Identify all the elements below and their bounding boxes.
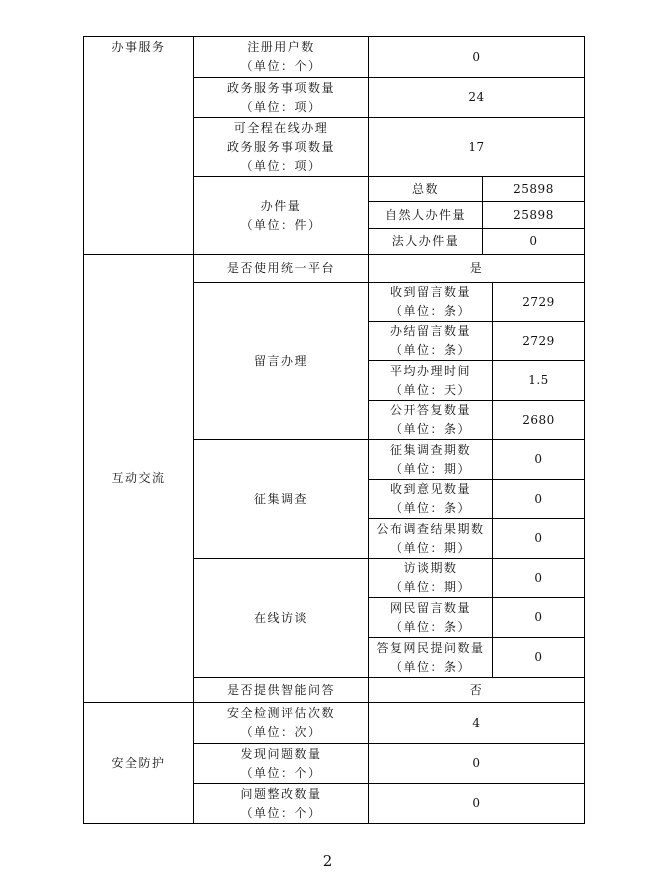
unit-line: （单位：个） [240,805,322,820]
unit-line: （单位：个） [240,59,322,73]
interview-label [194,559,368,677]
label-line: 公开答复数量 [389,403,471,417]
label-line: 政务服务事项数量 [226,80,335,95]
label-line: 收到意见数量 [389,482,471,496]
unit-line: （单位：条） [389,422,471,436]
label-text: 自然人办件量 [384,207,466,222]
survey-results-label [369,519,492,558]
value-text: 25898 [513,207,554,222]
messages-public-replies-value [493,401,584,439]
label-text: 法人办件量 [391,234,460,248]
unit-line: （单位：天） [389,382,471,397]
survey-label [194,440,368,558]
value-text: 0 [534,531,543,545]
assessments-label [194,703,368,743]
label-line: 公布调查结果期数 [376,521,485,536]
messages-received-value [493,283,584,321]
value-text: 0 [472,756,481,770]
cases-total-label [369,177,482,201]
label-line: 问题整改数量 [240,786,322,801]
survey-opinions-label [369,480,492,518]
label-line: 办结留言数量 [389,324,471,338]
online-items-label [194,118,368,176]
value-text: 是 [469,261,484,275]
section-security-text: 安全防护 [111,755,166,770]
cases-label [194,177,368,254]
value-text: 0 [534,570,543,585]
interview-netizen-msgs-label [369,598,492,637]
smart-qa-value [369,678,584,702]
label-line: 注册用户数 [247,40,315,54]
unit-line: （单位：条） [389,501,471,515]
label-line: 征集调查期数 [389,442,471,457]
value-text: 0 [534,452,543,466]
value-text: 17 [468,139,485,154]
registered-users-value [369,37,584,77]
table-border-right [584,36,585,824]
label-text: 是否使用统一平台 [226,261,335,275]
label-line: 政务服务事项数量 [226,139,335,154]
survey-periods-label [369,440,492,479]
cases-legal-label [369,229,482,254]
interview-answered-label [369,638,492,677]
survey-results-value [493,519,584,558]
smart-qa-label [194,678,368,702]
messages-public-replies-label [369,401,492,439]
value-text: 1.5 [528,373,549,387]
section-service-label [84,37,193,57]
value-text: 0 [534,650,543,664]
label-line: 办件量 [260,198,302,213]
value-text: 2680 [522,412,555,427]
survey-periods-value [493,440,584,479]
label-line: 网民留言数量 [389,600,471,615]
survey-opinions-value [493,480,584,518]
label-text: 留言办理 [253,353,308,368]
unit-line: （单位：条） [389,619,471,634]
registered-users-label [194,37,368,77]
value-text: 2729 [522,333,555,348]
issues-fixed-value [369,784,584,823]
value-text: 25898 [513,181,554,196]
value-text: 0 [529,234,538,248]
messages-completed-value [493,322,584,360]
interview-periods-value [493,559,584,597]
cases-natural-value [483,202,584,228]
unit-line: （单位：期） [389,580,471,594]
unit-line: （单位：项） [240,158,322,173]
online-items-value [369,118,584,176]
assessments-value [369,703,584,743]
messages-completed-label [369,322,492,360]
label-text: 征集调查 [253,491,308,506]
value-text: 4 [472,715,481,730]
label-line: 访谈期数 [403,561,458,575]
section-security-label [84,703,193,823]
label-text: 总数 [411,181,439,196]
unit-line: （单位：件） [240,217,322,232]
value-text: 0 [472,49,481,64]
page-number: 2 [322,852,333,870]
unit-line: （单位：条） [389,304,471,318]
unit-line: （单位：期） [389,461,471,476]
label-line: 答复网民提问数量 [376,640,485,655]
interview-answered-value [493,638,584,677]
messages-received-label [369,283,492,321]
unit-line: （单位：个） [240,765,322,780]
value-text: 2729 [522,294,555,309]
issues-found-value [369,744,584,783]
unified-platform-label [194,255,368,282]
unified-platform-value [369,255,584,282]
messages-label [194,283,368,439]
label-text: 是否提供智能问答 [226,682,335,697]
messages-avg-time-value [493,361,584,400]
unit-line: （单位：次） [240,725,322,739]
unit-line: （单位：条） [389,343,471,357]
table-border-bottom [83,823,585,824]
value-text: 24 [468,90,485,104]
service-items-value [369,78,584,117]
interview-netizen-msgs-value [493,598,584,637]
section-interaction-label [84,255,193,702]
interview-periods-label [369,559,492,597]
cases-legal-value [483,229,584,254]
section-interaction-text: 互动交流 [111,471,166,485]
label-line: 可全程在线办理 [233,120,329,135]
section-service-text: 办事服务 [111,39,166,54]
issues-found-label [194,744,368,783]
unit-line: （单位：项） [240,99,322,114]
label-line: 安全检测评估次数 [226,706,335,720]
value-text: 否 [469,682,484,697]
unit-line: （单位：期） [389,540,471,555]
label-line: 发现问题数量 [240,746,322,761]
value-text: 0 [534,610,543,624]
cases-natural-label [369,202,482,228]
label-text: 在线访谈 [253,610,308,625]
messages-avg-time-label [369,361,492,400]
label-line: 平均办理时间 [389,363,471,378]
cases-total-value [483,177,584,201]
value-text: 0 [534,491,543,506]
label-line: 收到留言数量 [389,285,471,299]
unit-line: （单位：条） [389,659,471,674]
value-text: 0 [472,796,481,810]
issues-fixed-label [194,784,368,823]
service-items-label [194,78,368,117]
